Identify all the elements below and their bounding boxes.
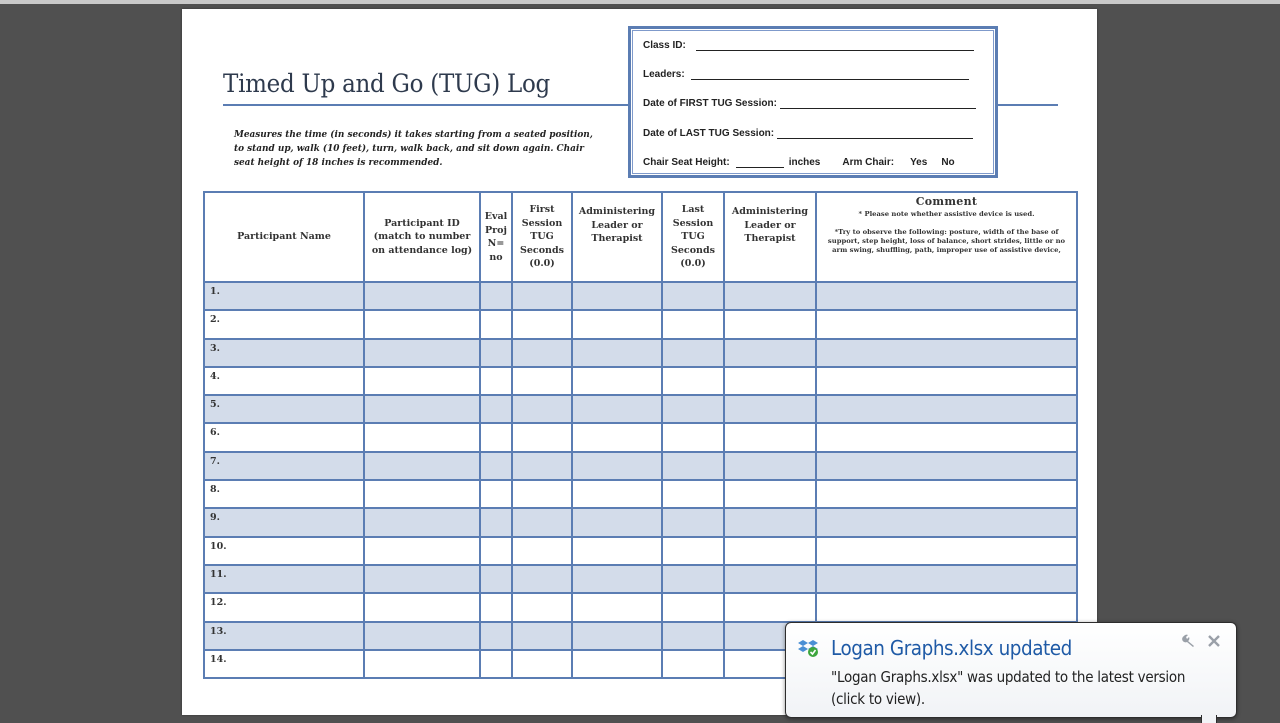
- class-id-row: [643, 40, 974, 51]
- header-participant-name: Participant Name: [204, 192, 364, 282]
- row-number: 9.: [210, 512, 220, 524]
- table-cell[interactable]: [480, 565, 512, 593]
- class-id-label: Class ID:: [643, 40, 686, 51]
- wrench-icon[interactable]: [1181, 633, 1197, 649]
- row-number: 7.: [210, 455, 220, 467]
- table-cell[interactable]: [724, 480, 816, 508]
- table-cell[interactable]: [572, 452, 662, 480]
- class-info-box: [628, 26, 998, 178]
- header-eval-proj: Eval Proj N= no: [480, 192, 512, 282]
- table-cell[interactable]: [512, 622, 572, 650]
- table-cell[interactable]: [364, 565, 480, 593]
- table-cell[interactable]: [480, 452, 512, 480]
- first-session-field[interactable]: [780, 98, 976, 109]
- table-cell[interactable]: [724, 367, 816, 395]
- row-number: 6.: [210, 427, 220, 439]
- table-cell[interactable]: [364, 622, 480, 650]
- table-row: [204, 508, 1077, 536]
- table-cell[interactable]: [364, 310, 480, 338]
- table-cell[interactable]: [662, 650, 724, 678]
- participant-name-cell[interactable]: [204, 565, 364, 593]
- table-cell[interactable]: [572, 537, 662, 565]
- table-cell[interactable]: [816, 367, 1077, 395]
- table-cell[interactable]: [662, 310, 724, 338]
- table-cell[interactable]: [572, 395, 662, 423]
- participant-name-cell[interactable]: [204, 593, 364, 621]
- document-description: Measures the time (in seconds) it takes starting from a seated position, to stand up, walk (10 feet), turn, walk back, and sit down again. Chair seat height of 18 inches is recommended.: [234, 129, 593, 168]
- arm-chair-no[interactable]: No: [941, 157, 955, 168]
- table-cell[interactable]: [572, 367, 662, 395]
- table-cell[interactable]: [662, 537, 724, 565]
- table-cell[interactable]: [572, 622, 662, 650]
- participant-name-cell[interactable]: [204, 508, 364, 536]
- table-cell[interactable]: [364, 423, 480, 451]
- row-number: 14.: [210, 653, 227, 665]
- leaders-row: [643, 69, 969, 80]
- participant-name-cell[interactable]: [204, 622, 364, 650]
- table-cell[interactable]: [512, 650, 572, 678]
- table-cell[interactable]: [364, 593, 480, 621]
- table-cell[interactable]: [724, 339, 816, 367]
- table-cell[interactable]: [724, 452, 816, 480]
- participant-name-cell[interactable]: [204, 537, 364, 565]
- table-cell[interactable]: [480, 537, 512, 565]
- table-cell[interactable]: [724, 282, 816, 310]
- table-cell[interactable]: [816, 423, 1077, 451]
- table-cell[interactable]: [816, 339, 1077, 367]
- header-first-admin: Administering Leader or Therapist: [572, 192, 662, 282]
- table-cell[interactable]: [662, 282, 724, 310]
- table-row: [204, 310, 1077, 338]
- last-session-label: Date of LAST TUG Session:: [643, 128, 775, 139]
- table-cell[interactable]: [480, 367, 512, 395]
- table-cell[interactable]: [572, 565, 662, 593]
- table-cell[interactable]: [364, 480, 480, 508]
- header-participant-id: Participant ID (match to number on attendance log): [364, 192, 480, 282]
- chair-height-unit: inches: [788, 157, 821, 168]
- chair-height-label: Chair Seat Height:: [643, 157, 730, 168]
- table-cell[interactable]: [724, 395, 816, 423]
- table-row: [204, 565, 1077, 593]
- table-cell[interactable]: [512, 593, 572, 621]
- table-cell[interactable]: [724, 310, 816, 338]
- arm-chair-label: Arm Chair:: [842, 157, 895, 168]
- first-session-label: Date of FIRST TUG Session:: [643, 98, 777, 109]
- comment-note-observe: *Try to observe the following: posture, width of the base of support, step height, loss of balance, short strides, little or no arm swing, shuffling, path, improper use of assistive device,: [827, 227, 1066, 254]
- participant-name-cell[interactable]: [204, 452, 364, 480]
- document-page: [182, 9, 1097, 715]
- table-cell[interactable]: [816, 310, 1077, 338]
- table-cell[interactable]: [480, 508, 512, 536]
- last-session-row: [643, 128, 973, 139]
- first-session-row: [643, 98, 976, 109]
- table-cell[interactable]: [724, 508, 816, 536]
- table-cell[interactable]: [724, 593, 816, 621]
- table-cell[interactable]: [480, 339, 512, 367]
- participant-name-cell[interactable]: [204, 282, 364, 310]
- comment-title: Comment: [915, 195, 978, 208]
- table-cell[interactable]: [364, 452, 480, 480]
- notification-tail: [1201, 715, 1217, 723]
- row-number: 11.: [210, 568, 227, 580]
- header-last-session-seconds: Last Session TUG Seconds (0.0): [662, 192, 724, 282]
- table-cell[interactable]: [364, 508, 480, 536]
- header-comment: [816, 192, 1077, 282]
- table-cell[interactable]: [572, 310, 662, 338]
- window-top-strip: [0, 0, 1280, 4]
- participant-name-cell[interactable]: [204, 423, 364, 451]
- table-row: [204, 537, 1077, 565]
- dropbox-notification[interactable]: [785, 622, 1237, 718]
- table-cell[interactable]: [662, 565, 724, 593]
- header-last-admin: Administering Leader or Therapist: [724, 192, 816, 282]
- table-cell[interactable]: [512, 423, 572, 451]
- table-cell[interactable]: [662, 452, 724, 480]
- table-cell[interactable]: [512, 339, 572, 367]
- table-cell[interactable]: [572, 282, 662, 310]
- table-cell[interactable]: [572, 508, 662, 536]
- table-cell[interactable]: [816, 508, 1077, 536]
- table-cell[interactable]: [512, 282, 572, 310]
- table-cell[interactable]: [512, 565, 572, 593]
- participant-name-cell[interactable]: [204, 395, 364, 423]
- last-session-field[interactable]: [777, 128, 973, 139]
- row-number: 13.: [210, 625, 227, 637]
- table-cell[interactable]: [816, 593, 1077, 621]
- table-cell[interactable]: [572, 480, 662, 508]
- table-cell[interactable]: [816, 565, 1077, 593]
- table-cell[interactable]: [480, 622, 512, 650]
- row-number: 5.: [210, 399, 220, 411]
- table-cell[interactable]: [662, 367, 724, 395]
- table-row: [204, 480, 1077, 508]
- table-cell[interactable]: [480, 593, 512, 621]
- table-cell[interactable]: [512, 480, 572, 508]
- row-number: 1.: [210, 286, 220, 297]
- notification-title[interactable]: Logan Graphs.xlsx updated: [831, 636, 1072, 660]
- table-cell[interactable]: [662, 480, 724, 508]
- class-id-field[interactable]: [696, 40, 974, 51]
- table-cell[interactable]: [480, 282, 512, 310]
- table-cell[interactable]: [572, 423, 662, 451]
- participant-name-cell[interactable]: [204, 650, 364, 678]
- table-row: [204, 282, 1077, 310]
- participant-name-cell[interactable]: [204, 310, 364, 338]
- row-number: 3.: [210, 342, 220, 354]
- participant-name-cell[interactable]: [204, 367, 364, 395]
- table-cell[interactable]: [512, 537, 572, 565]
- table-cell[interactable]: [724, 423, 816, 451]
- table-cell[interactable]: [480, 480, 512, 508]
- table-cell[interactable]: [512, 310, 572, 338]
- table-row: [204, 395, 1077, 423]
- chair-row: [643, 157, 955, 168]
- table-row: [204, 452, 1077, 480]
- table-cell[interactable]: [662, 423, 724, 451]
- table-cell[interactable]: [816, 537, 1077, 565]
- document-title: Timed Up and Go (TUG) Log: [223, 69, 550, 98]
- leaders-field[interactable]: [691, 69, 969, 80]
- table-cell[interactable]: [816, 395, 1077, 423]
- header-first-session-seconds: First Session TUG Seconds (0.0): [512, 192, 572, 282]
- table-cell[interactable]: [364, 650, 480, 678]
- leaders-label: Leaders:: [643, 69, 685, 80]
- table-cell[interactable]: [816, 452, 1077, 480]
- tug-log-table: [203, 191, 1078, 679]
- row-number: 10.: [210, 540, 227, 552]
- table-cell[interactable]: [662, 395, 724, 423]
- row-number: 4.: [210, 370, 220, 382]
- table-cell[interactable]: [364, 537, 480, 565]
- table-cell[interactable]: [662, 593, 724, 621]
- table-cell[interactable]: [572, 593, 662, 621]
- row-number: 8.: [210, 484, 220, 496]
- table-cell[interactable]: [724, 565, 816, 593]
- row-number: 2.: [210, 314, 220, 326]
- table-row: [204, 367, 1077, 395]
- table-cell[interactable]: [572, 339, 662, 367]
- table-cell[interactable]: [364, 367, 480, 395]
- table-cell[interactable]: [364, 395, 480, 423]
- table-cell[interactable]: [364, 339, 480, 367]
- participant-name-cell[interactable]: [204, 339, 364, 367]
- table-cell[interactable]: [480, 310, 512, 338]
- table-cell[interactable]: [512, 452, 572, 480]
- table-cell[interactable]: [662, 622, 724, 650]
- table-cell[interactable]: [364, 282, 480, 310]
- table-cell[interactable]: [816, 282, 1077, 310]
- close-icon[interactable]: [1206, 633, 1222, 649]
- participant-name-cell[interactable]: [204, 480, 364, 508]
- table-cell[interactable]: [724, 537, 816, 565]
- table-cell[interactable]: [512, 395, 572, 423]
- table-cell[interactable]: [480, 395, 512, 423]
- table-cell[interactable]: [662, 508, 724, 536]
- table-cell[interactable]: [480, 650, 512, 678]
- table-cell[interactable]: [816, 480, 1077, 508]
- table-header-row: [204, 192, 1077, 282]
- table-cell[interactable]: [480, 423, 512, 451]
- table-cell[interactable]: [572, 650, 662, 678]
- comment-note-device: * Please note whether assistive device is used.: [858, 209, 1035, 218]
- table-row: [204, 593, 1077, 621]
- table-row: [204, 339, 1077, 367]
- arm-chair-yes[interactable]: Yes: [910, 157, 928, 168]
- table-cell[interactable]: [512, 508, 572, 536]
- table-row: [204, 423, 1077, 451]
- table-cell[interactable]: [662, 339, 724, 367]
- chair-height-field[interactable]: [736, 157, 784, 168]
- dropbox-sync-icon: [798, 638, 820, 658]
- notification-body[interactable]: "Logan Graphs.xlsx" was updated to the latest version (click to view).: [831, 668, 1186, 708]
- table-cell[interactable]: [512, 367, 572, 395]
- row-number: 12.: [210, 597, 227, 609]
